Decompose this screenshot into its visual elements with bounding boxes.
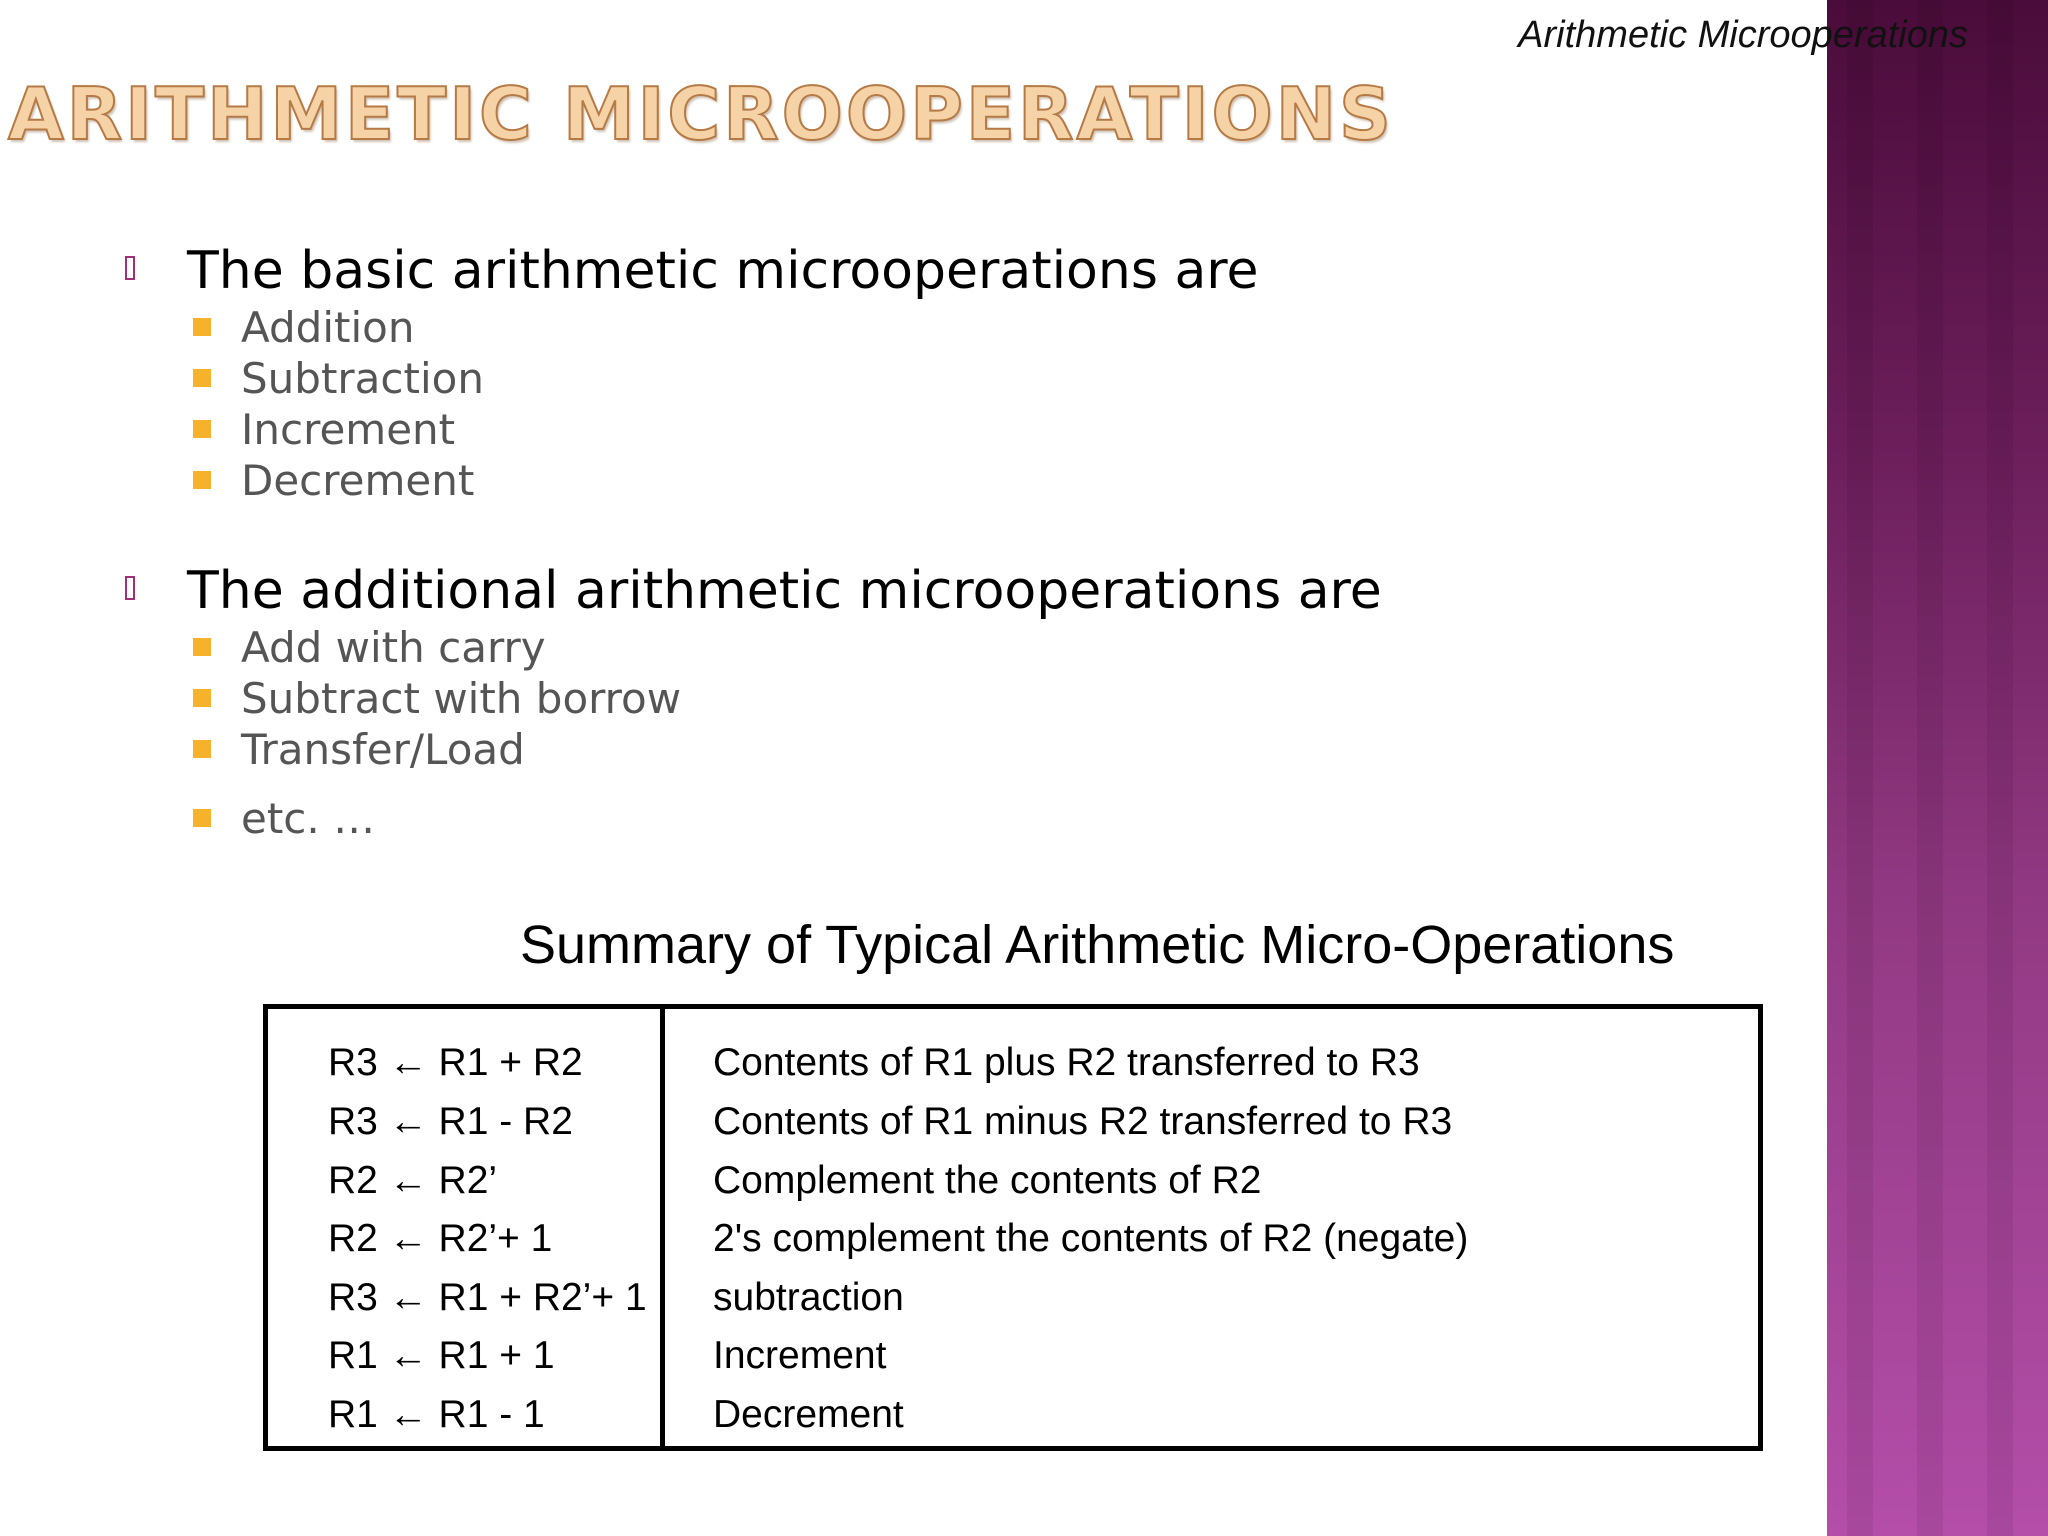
table-row bbox=[268, 1152, 1758, 1210]
bullet-icon bbox=[125, 576, 135, 600]
operation-description: Decrement bbox=[713, 1393, 904, 1436]
list-item bbox=[193, 353, 1259, 404]
table-row bbox=[268, 1386, 1758, 1444]
section-basic bbox=[125, 240, 1259, 506]
section-additional bbox=[125, 560, 1382, 844]
operation-expression: R3 ← R1 + R2 bbox=[328, 1041, 583, 1084]
operation-description: Contents of R1 minus R2 transferred to R3 bbox=[713, 1100, 1453, 1143]
operation-description: Complement the contents of R2 bbox=[713, 1159, 1262, 1202]
sidebar-band bbox=[1987, 0, 2013, 1536]
square-bullet-icon bbox=[193, 740, 211, 758]
list-item-text: Transfer/Load bbox=[241, 725, 525, 774]
sub-list bbox=[125, 302, 1259, 506]
list-item-text: Decrement bbox=[241, 456, 475, 505]
running-title: Arithmetic Microoperations bbox=[1518, 14, 1968, 56]
list-item bbox=[193, 793, 1382, 844]
list-item-text: Add with carry bbox=[241, 623, 546, 672]
operation-expression: R1 ← R1 + 1 bbox=[328, 1334, 555, 1377]
section-heading bbox=[125, 240, 1259, 302]
operation-description: Increment bbox=[713, 1334, 887, 1377]
list-item bbox=[193, 302, 1259, 353]
decorative-sidebar bbox=[1827, 0, 2048, 1536]
operation-description: subtraction bbox=[713, 1276, 904, 1319]
square-bullet-icon bbox=[193, 420, 211, 438]
list-item bbox=[193, 673, 1382, 724]
table-row bbox=[268, 1093, 1758, 1151]
list-item bbox=[193, 455, 1259, 506]
square-bullet-icon bbox=[193, 318, 211, 336]
operation-expression: R3 ← R1 - R2 bbox=[328, 1100, 573, 1143]
operation-description: Contents of R1 plus R2 transferred to R3 bbox=[713, 1041, 1420, 1084]
list-item-text: Increment bbox=[241, 405, 456, 454]
sidebar-band bbox=[1917, 0, 1943, 1536]
summary-caption: Summary of Typical Arithmetic Micro-Operations bbox=[520, 915, 1675, 975]
list-item-text: Addition bbox=[241, 303, 415, 352]
list-item bbox=[193, 622, 1382, 673]
square-bullet-icon bbox=[193, 638, 211, 656]
operation-description: 2's complement the contents of R2 (negate) bbox=[713, 1217, 1469, 1260]
operation-expression: R2 ← R2’+ 1 bbox=[328, 1217, 553, 1260]
section-heading-text: The additional arithmetic microoperations are bbox=[187, 561, 1382, 621]
list-item bbox=[193, 724, 1382, 775]
square-bullet-icon bbox=[193, 369, 211, 387]
list-item-text: Subtraction bbox=[241, 354, 484, 403]
operation-expression: R3 ← R1 + R2’+ 1 bbox=[328, 1276, 647, 1319]
square-bullet-icon bbox=[193, 471, 211, 489]
sidebar-band bbox=[1847, 0, 1873, 1536]
sub-list bbox=[125, 622, 1382, 844]
square-bullet-icon bbox=[193, 689, 211, 707]
section-heading bbox=[125, 560, 1382, 622]
section-heading-text: The basic arithmetic microoperations are bbox=[187, 241, 1259, 301]
list-item bbox=[193, 404, 1259, 455]
operations-table bbox=[263, 1004, 1763, 1451]
table-row bbox=[268, 1210, 1758, 1268]
list-item-text: etc. … bbox=[241, 794, 376, 843]
table-row bbox=[268, 1327, 1758, 1385]
table-row bbox=[268, 1269, 1758, 1327]
operation-expression: R2 ← R2’ bbox=[328, 1159, 498, 1202]
operation-expression: R1 ← R1 - 1 bbox=[328, 1393, 545, 1436]
slide-title: ARITHMETIC MICROOPERATIONS bbox=[8, 72, 1394, 156]
table-row bbox=[268, 1034, 1758, 1092]
bullet-icon bbox=[125, 256, 135, 280]
list-item-text: Subtract with borrow bbox=[241, 674, 682, 723]
square-bullet-icon bbox=[193, 809, 211, 827]
